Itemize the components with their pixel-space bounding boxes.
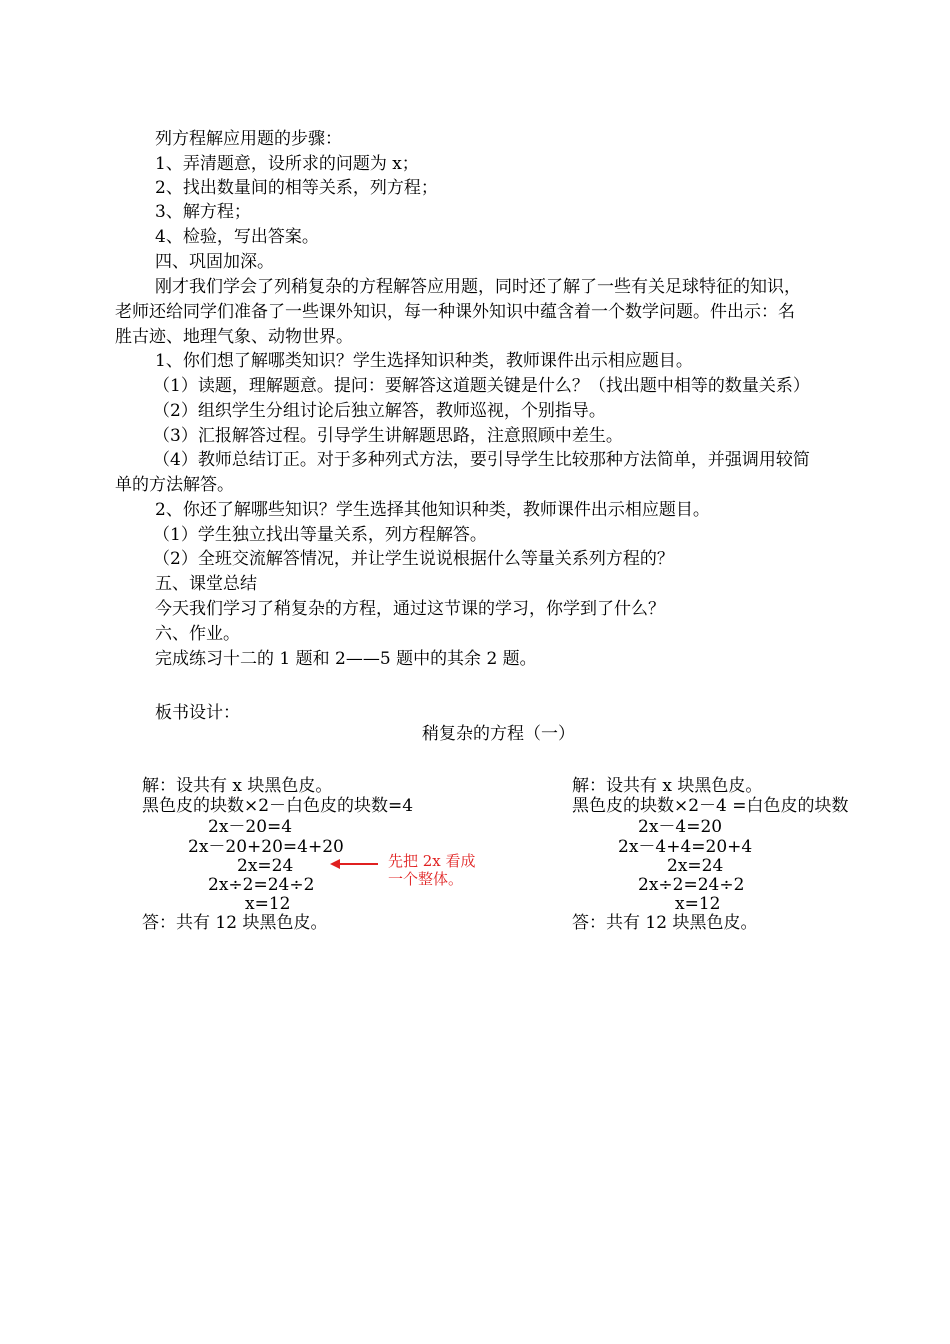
- section4-question-1: 1、你们想了解哪类知识？学生选择知识种类，教师课件出示相应题目。: [155, 351, 693, 371]
- right-equation-1: 2x－4=20: [638, 817, 723, 837]
- section4-para-line1: 刚才我们学会了列稍复杂的方程解答应用题，同时还了解了一些有关足球特征的知识，: [155, 277, 801, 297]
- step-item-3: 3、解方程；: [155, 202, 251, 222]
- annotation-note-line1: 先把 2x 看成: [388, 852, 476, 870]
- left-equation-3: 2x=24: [237, 856, 294, 876]
- section5-heading: 五、课堂总结: [155, 574, 257, 594]
- board-label: 板书设计：: [155, 703, 240, 723]
- arrow-left-icon: [328, 857, 380, 871]
- left-answer: 答：共有 12 块黑色皮。: [142, 913, 328, 933]
- left-equation-5: x=12: [245, 894, 291, 914]
- right-equation-5: x=12: [675, 894, 721, 914]
- section6-text: 完成练习十二的 1 题和 2——5 题中的其余 2 题。: [155, 649, 537, 669]
- board-title: 稍复杂的方程（一）: [422, 724, 575, 744]
- q1-item-1: （1）读题，理解题意。提问：要解答这道题关键是什么？（找出题中相等的数量关系）: [153, 376, 810, 396]
- section4-heading: 四、巩固加深。: [155, 252, 274, 272]
- right-equation-3: 2x=24: [667, 856, 724, 876]
- left-solution-line1: 解：设共有 x 块黑色皮。: [142, 776, 333, 796]
- section6-heading: 六、作业。: [155, 624, 240, 644]
- step-item-4: 4、检验，写出答案。: [155, 227, 319, 247]
- section4-para-line3: 胜古迹、地理气象、动物世界。: [115, 327, 353, 347]
- left-solution-line2: 黑色皮的块数×2－白色皮的块数=4: [142, 796, 414, 816]
- q2-item-2: （2）全班交流解答情况，并让学生说说根据什么等量关系列方程的？: [153, 549, 674, 569]
- right-equation-2: 2x－4+4=20+4: [618, 837, 753, 857]
- left-equation-2: 2x－20+20=4+20: [188, 837, 344, 857]
- section4-para-line2: 老师还给同学们准备了一些课外知识，每一种课外知识中蕴含着一个数学问题。件出示：名: [115, 302, 795, 322]
- section4-question-2: 2、你还了解哪些知识？学生选择其他知识种类，教师课件出示相应题目。: [155, 500, 710, 520]
- section5-text: 今天我们学习了稍复杂的方程，通过这节课的学习，你学到了什么？: [155, 599, 665, 619]
- q1-item-2: （2）组织学生分组讨论后独立解答，教师巡视，个别指导。: [153, 401, 606, 421]
- step-item-2: 2、找出数量间的相等关系，列方程；: [155, 178, 438, 198]
- q2-item-1: （1）学生独立找出等量关系，列方程解答。: [153, 525, 487, 545]
- right-answer: 答：共有 12 块黑色皮。: [572, 913, 758, 933]
- annotation-note-line2: 一个整体。: [388, 870, 464, 888]
- q1-item-3: （3）汇报解答过程。引导学生讲解题思路，注意照顾中差生。: [153, 426, 623, 446]
- steps-title: 列方程解应用题的步骤：: [155, 129, 342, 149]
- left-equation-4: 2x÷2=24÷2: [208, 875, 315, 895]
- right-solution-line1: 解：设共有 x 块黑色皮。: [572, 776, 763, 796]
- step-item-1: 1、弄清题意，设所求的问题为 x；: [155, 154, 419, 174]
- q1-item-4-continued: 单的方法解答。: [115, 475, 234, 495]
- right-solution-line2: 黑色皮的块数×2－4 =白色皮的块数: [572, 796, 849, 816]
- right-equation-4: 2x÷2=24÷2: [638, 875, 745, 895]
- q1-item-4: （4）教师总结订正。对于多种列式方法，要引导学生比较那种方法简单，并强调用较简: [153, 450, 810, 470]
- left-equation-1: 2x－20=4: [208, 817, 293, 837]
